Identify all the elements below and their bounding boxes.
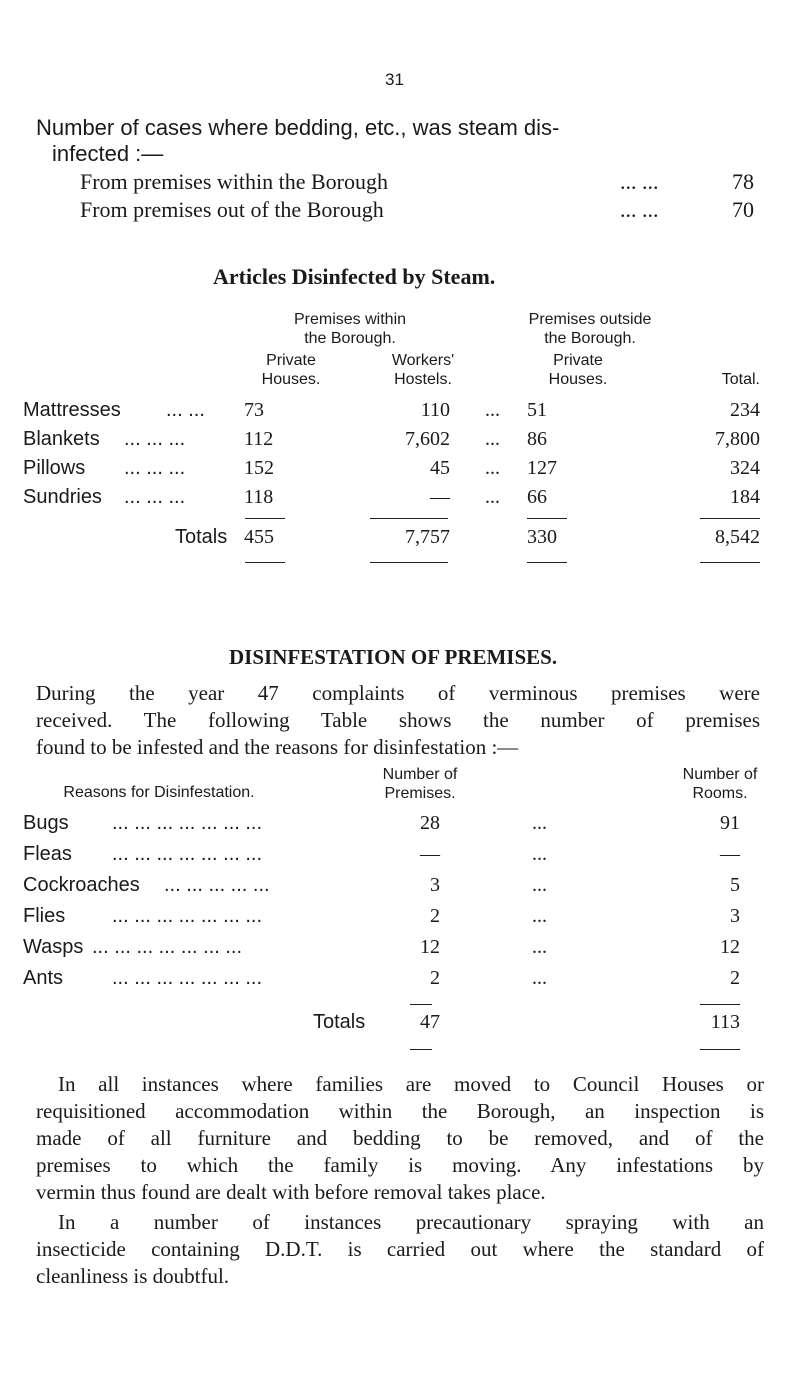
cell-workers: 7,602	[405, 428, 450, 450]
cell-sep: ...	[485, 486, 500, 508]
cell-total: 324	[730, 457, 760, 479]
total-workers: 7,757	[405, 526, 450, 548]
intro-row-label: From premises out of the Borough	[80, 197, 384, 222]
disinfestation-intro-paragraph	[36, 680, 760, 761]
paragraph-line: received. The following Table shows the number of premises	[36, 708, 760, 732]
col-workers-line-2: Hostels.	[394, 371, 452, 388]
rule-workers-top	[370, 518, 448, 519]
cell-rooms: 3	[730, 905, 740, 927]
rule-outside-bottom	[527, 562, 567, 563]
group-within-line-1: Premises within	[293, 311, 407, 328]
col-workers-header	[368, 351, 478, 389]
cell-premises: 2	[430, 905, 440, 927]
cell-total: 234	[730, 399, 760, 421]
cell-workers: 45	[430, 457, 450, 479]
col-private-header	[246, 351, 336, 389]
cell-premises: 28	[420, 812, 440, 834]
page-number: 31	[385, 70, 404, 89]
reason-dots: ... ... ... ... ... ... ...	[112, 967, 263, 989]
total-premises: 47	[420, 1011, 440, 1033]
rule-rooms-top	[700, 1004, 740, 1005]
group-outside-line-2: the Borough.	[544, 330, 636, 347]
rule-rooms-bottom	[700, 1049, 740, 1050]
col-rooms-line-1: Number of	[682, 766, 758, 783]
col-rooms-line-2: Rooms.	[692, 785, 748, 802]
paragraph-line: insecticide containing D.D.T. is carried out where the standard of	[36, 1237, 764, 1261]
row-dots: ... ...	[166, 399, 205, 421]
cell-workers: —	[430, 486, 450, 508]
intro-row-value: 78	[732, 169, 754, 194]
col-premises-header	[350, 765, 490, 803]
rule-total-top	[700, 518, 760, 519]
intro-row-value: 70	[732, 197, 754, 222]
reason-label: Flies	[23, 905, 66, 927]
col-rooms-header	[665, 765, 775, 803]
col-private-out-line-1: Private	[553, 352, 603, 369]
cell-sep: ...	[485, 399, 500, 421]
col-workers-line-1: Workers'	[391, 352, 455, 369]
cell-rooms: —	[720, 843, 740, 865]
cell-rooms: 91	[720, 812, 740, 834]
paragraph-line: requisitioned accommodation within the Borough, an inspection is	[36, 1099, 764, 1123]
reason-label: Wasps	[23, 936, 84, 958]
group-outside-header	[500, 310, 680, 348]
paragraph-line: In a number of instances precautionary spraying with an	[58, 1210, 764, 1234]
paragraph-line: found to be infested and the reasons for disinfestation :—	[36, 735, 519, 759]
disinfestation-title: DISINFESTATION OF PREMISES.	[229, 645, 558, 669]
group-within-header	[240, 310, 460, 348]
group-outside-line-1: Premises outside	[528, 311, 652, 328]
cell-premises: 3	[430, 874, 440, 896]
reason-dots: ... ... ... ... ... ... ...	[112, 905, 263, 927]
reason-dots: ... ... ... ... ... ... ...	[112, 843, 263, 865]
cell-sep: ...	[532, 812, 547, 834]
cell-outside: 51	[527, 399, 547, 421]
row-dots: ... ... ...	[124, 457, 186, 479]
cell-total: 184	[730, 486, 760, 508]
rule-private-bottom	[245, 562, 285, 563]
paragraph-line: During the year 47 complaints of verminous premises were	[36, 681, 760, 705]
col-private-line-2: Houses.	[261, 371, 321, 388]
totals-label: Totals	[175, 526, 228, 548]
cell-private: 73	[244, 399, 264, 421]
total-rooms: 113	[710, 1011, 740, 1033]
cell-private: 152	[244, 457, 274, 479]
reason-label: Ants	[23, 967, 64, 989]
cell-private: 112	[244, 428, 274, 450]
disinfestation-totals-label: Totals	[313, 1011, 366, 1033]
paragraph-line: cleanliness is doubtful.	[36, 1264, 230, 1288]
rule-premises-bottom	[410, 1049, 432, 1050]
rule-outside-top	[527, 518, 567, 519]
rule-premises-top	[410, 1004, 432, 1005]
cell-workers: 110	[420, 399, 450, 421]
cell-premises: 12	[420, 936, 440, 958]
cell-premises: 2	[430, 967, 440, 989]
cell-sep: ...	[532, 874, 547, 896]
col-private-out-header	[528, 351, 628, 389]
rule-private-top	[245, 518, 285, 519]
cell-sep: ...	[485, 457, 500, 479]
reason-label: Cockroaches	[23, 874, 140, 896]
reason-dots: ... ... ... ... ... ... ...	[112, 812, 263, 834]
paragraph-line: vermin thus found are dealt with before removal takes place.	[36, 1180, 546, 1204]
intro-line-1: Number of cases where bedding, etc., was steam dis-	[36, 115, 560, 140]
col-total-header: Total.	[721, 371, 760, 388]
cell-outside: 86	[527, 428, 547, 450]
cell-sep: ...	[485, 428, 500, 450]
closing-paragraph-2	[36, 1209, 764, 1290]
cell-rooms: 2	[730, 967, 740, 989]
reason-dots: ... ... ... ... ... ... ...	[92, 936, 243, 958]
row-label: Pillows	[23, 457, 86, 479]
col-private-line-1: Private	[266, 352, 316, 369]
paragraph-line: In all instances where families are moved to Council Houses or	[58, 1072, 764, 1096]
group-within-line-2: the Borough.	[304, 330, 396, 347]
cell-sep: ...	[532, 905, 547, 927]
cell-outside: 66	[527, 486, 547, 508]
reason-label: Fleas	[23, 843, 72, 865]
col-premises-line-2: Premises.	[384, 785, 456, 802]
cell-total: 7,800	[715, 428, 760, 450]
col-reasons-header: Reasons for Disinfestation.	[63, 784, 255, 801]
cell-private: 118	[244, 486, 274, 508]
row-label: Mattresses	[23, 399, 121, 421]
intro-row-dots: ... ...	[620, 169, 659, 194]
rule-workers-bottom	[370, 562, 448, 563]
reason-dots: ... ... ... ... ...	[164, 874, 270, 896]
intro-row-dots: ... ...	[620, 197, 659, 222]
cell-premises: —	[420, 843, 440, 865]
row-dots: ... ... ...	[124, 428, 186, 450]
cell-outside: 127	[527, 457, 557, 479]
paragraph-line: premises to which the family is moving. Any infestations by	[36, 1153, 764, 1177]
closing-paragraph-1	[36, 1071, 764, 1206]
cell-sep: ...	[532, 967, 547, 989]
cell-sep: ...	[532, 936, 547, 958]
reason-label: Bugs	[23, 812, 69, 834]
cell-rooms: 12	[720, 936, 740, 958]
rule-total-bottom	[700, 562, 760, 563]
row-label: Sundries	[23, 486, 102, 508]
total-outside: 330	[527, 526, 557, 548]
cell-sep: ...	[532, 843, 547, 865]
cell-rooms: 5	[730, 874, 740, 896]
articles-title: Articles Disinfected by Steam.	[213, 264, 496, 289]
row-label: Blankets	[23, 428, 100, 450]
intro-line-2: infected :—	[52, 141, 164, 166]
col-premises-line-1: Number of	[382, 766, 458, 783]
paragraph-line: made of all furniture and bedding to be removed, and of the	[36, 1126, 764, 1150]
intro-row-label: From premises within the Borough	[80, 169, 388, 194]
col-private-out-line-2: Houses.	[548, 371, 608, 388]
total-private: 455	[244, 526, 274, 548]
total-total: 8,542	[715, 526, 760, 548]
row-dots: ... ... ...	[124, 486, 186, 508]
